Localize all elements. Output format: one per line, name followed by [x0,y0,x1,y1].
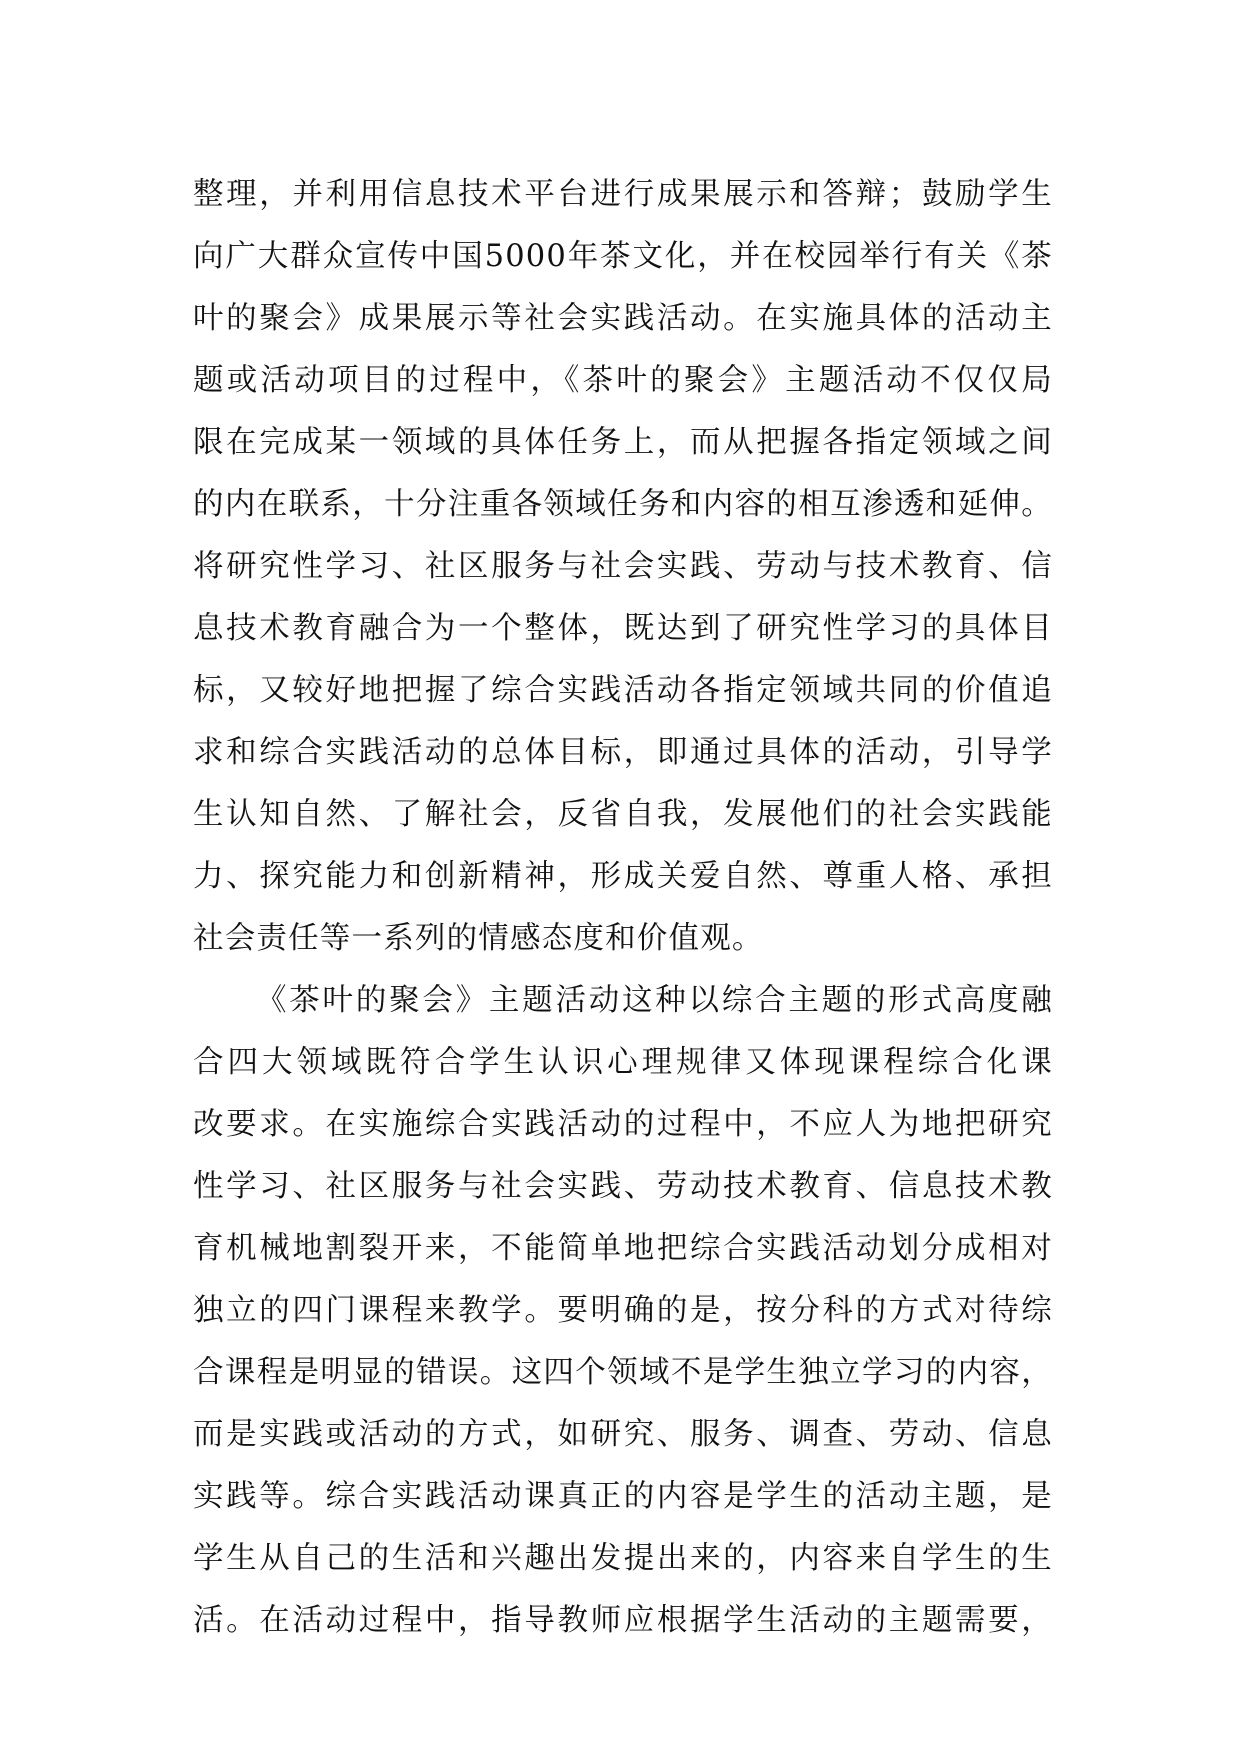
text-line: 力、探究能力和创新精神，形成关爱自然、尊重人格、承担 [193,859,1053,894]
text-line: 息技术教育融合为一个整体，既达到了研究性学习的具体目 [193,611,1053,646]
text-line: 限在完成某一领域的具体任务上，而从把握各指定领域之间 [193,425,1053,460]
text-line: 学生从自己的生活和兴趣出发提出来的，内容来自学生的生 [193,1541,1053,1576]
text-line: 社会责任等一系列的情感态度和价值观。 [193,921,764,956]
text-line: 改要求。在实施综合实践活动的过程中，不应人为地把研究 [193,1107,1053,1142]
text-line: 生认知自然、了解社会，反省自我，发展他们的社会实践能 [193,797,1053,832]
text-line: 求和综合实践活动的总体目标，即通过具体的活动，引导学 [193,735,1053,770]
text-line: 独立的四门课程来教学。要明确的是，按分科的方式对待综 [193,1293,1053,1328]
text-line: 向广大群众宣传中国5000年茶文化，并在校园举行有关《茶 [193,239,1053,274]
paragraph-2 [193,970,1053,1652]
text-line: 将研究性学习、社区服务与社会实践、劳动与技术教育、信 [193,549,1053,584]
text-line: 《茶叶的聚会》主题活动这种以综合主题的形式高度融 [256,983,1053,1018]
text-line: 标，又较好地把握了综合实践活动各指定领域共同的价值追 [193,673,1053,708]
text-line: 活。在活动过程中，指导教师应根据学生活动的主题需要， [193,1603,1053,1638]
text-line: 而是实践或活动的方式，如研究、服务、调查、劳动、信息 [193,1417,1053,1452]
text-line: 题或活动项目的过程中，《茶叶的聚会》主题活动不仅仅局 [193,363,1053,398]
body-text [193,164,1053,1652]
paragraph-1 [193,164,1053,970]
text-line: 性学习、社区服务与社会实践、劳动技术教育、信息技术教 [193,1169,1053,1204]
text-line: 整理，并利用信息技术平台进行成果展示和答辩；鼓励学生 [193,177,1053,212]
text-line: 合四大领域既符合学生认识心理规律又体现课程综合化课 [193,1045,1053,1080]
text-line: 合课程是明显的错误。这四个领域不是学生独立学习的内容， [193,1355,1053,1390]
text-line: 实践等。综合实践活动课真正的内容是学生的活动主题，是 [193,1479,1053,1514]
text-line: 叶的聚会》成果展示等社会实践活动。在实施具体的活动主 [193,301,1053,336]
text-line: 的内在联系，十分注重各领域任务和内容的相互渗透和延伸。 [193,487,1053,522]
text-line: 育机械地割裂开来，不能简单地把综合实践活动划分成相对 [193,1231,1053,1266]
